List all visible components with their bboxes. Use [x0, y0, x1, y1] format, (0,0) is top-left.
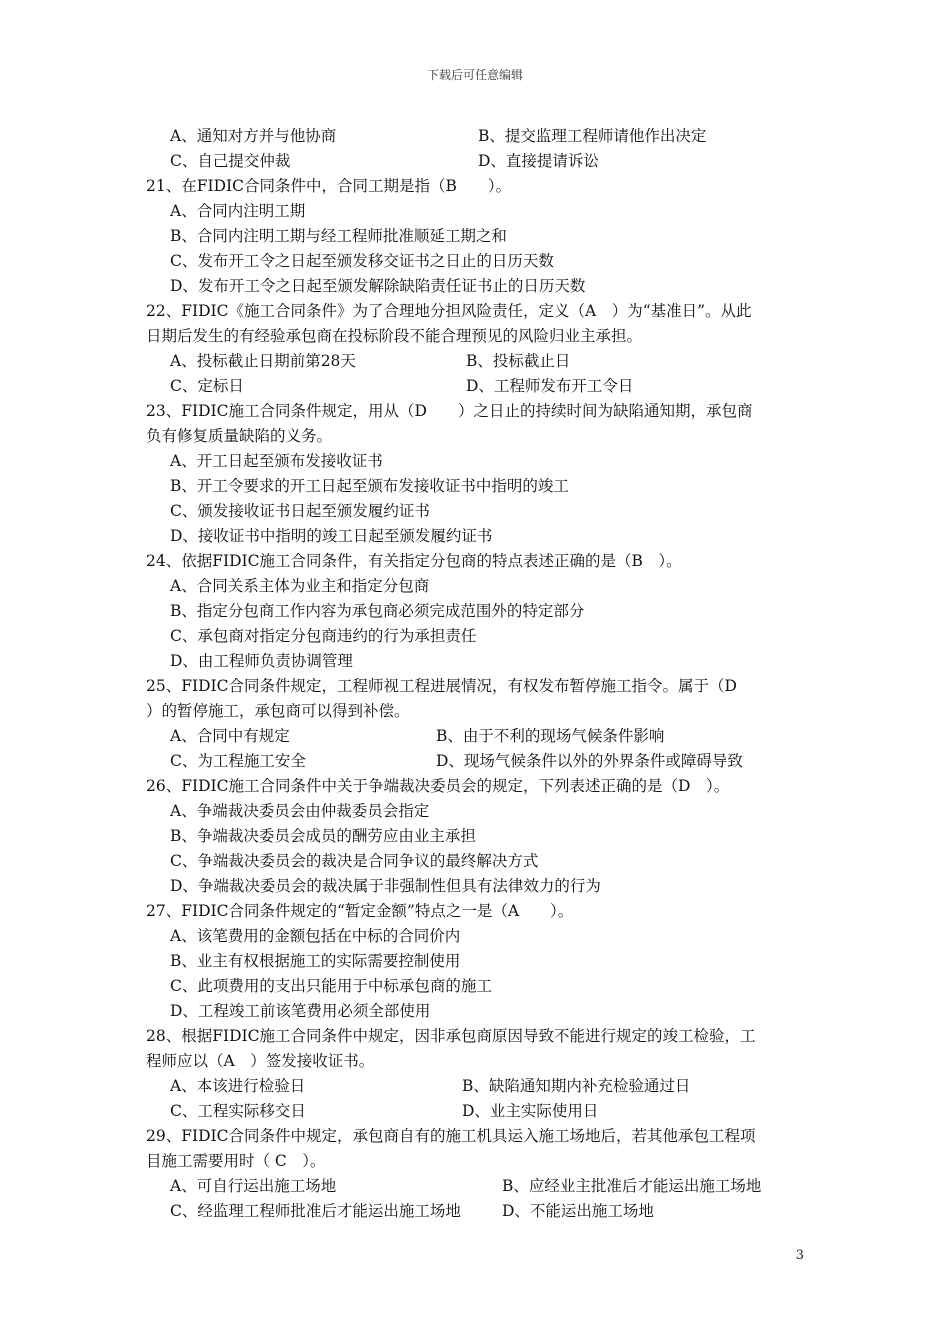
page-header: 下载后可任意编辑 [426, 68, 523, 82]
q26-option-c: C、争端裁决委员会的裁决是合同争议的最终解决方式 [170, 852, 539, 870]
q29-option-d: D、不能运出施工场地 [502, 1202, 654, 1220]
q20-options-row-2 [146, 149, 810, 174]
q28-option-c: C、工程实际移交日 [170, 1102, 306, 1120]
q20-option-b: B、提交监理工程师请他作出决定 [478, 127, 707, 145]
q21-stem: 21、在FIDIC合同条件中，合同工期是指（B ）。 [146, 177, 512, 195]
q29-option-b: B、应经业主批准后才能运出施工场地 [502, 1177, 762, 1195]
q24-option-c: C、承包商对指定分包商违约的行为承担责任 [170, 627, 477, 645]
q28-options-row-1 [146, 1074, 810, 1099]
q22-stem-line-1: 22、FIDIC《施工合同条件》为了合理地分担风险责任，定义（A ）为“基准日”。从此 [146, 302, 752, 320]
q23-option-c: C、颁发接收证书日起至颁发履约证书 [170, 502, 430, 520]
q28-option-d: D、业主实际使用日 [462, 1102, 599, 1120]
q24-option-d: D、由工程师负责协调管理 [170, 652, 353, 670]
q22-stem-line-2: 日期后发生的有经验承包商在投标阶段不能合理预见的风险归业主承担。 [146, 327, 643, 345]
document-body [146, 124, 810, 1224]
q25-option-d: D、现场气候条件以外的外界条件或障碍导致 [436, 752, 743, 770]
q27-option-b: B、业主有权根据施工的实际需要控制使用 [170, 952, 461, 970]
q25-option-c: C、为工程施工安全 [170, 752, 306, 770]
q27-option-a: A、该笔费用的金额包括在中标的合同价内 [170, 927, 461, 945]
q25-stem-line-1: 25、FIDIC合同条件规定，工程师视工程进展情况，有权发布暂停施工指令。属于（D [146, 677, 737, 695]
q22-option-b: B、投标截止日 [466, 352, 571, 370]
q22-option-d: D、工程师发布开工令日 [466, 377, 634, 395]
q26-option-d: D、争端裁决委员会的裁决属于非强制性但具有法律效力的行为 [170, 877, 601, 895]
q28-stem-line-2: 程师应以（A ）签发接收证书。 [146, 1052, 375, 1070]
q20-option-a: A、通知对方并与他协商 [170, 127, 337, 145]
q29-options-row-1 [146, 1174, 810, 1199]
q27-option-d: D、工程竣工前该笔费用必须全部使用 [170, 1002, 431, 1020]
q23-option-d: D、接收证书中指明的竣工日起至颁发履约证书 [170, 527, 493, 545]
q25-option-b: B、由于不利的现场气候条件影响 [436, 727, 665, 745]
q23-stem-line-2: 负有修复质量缺陷的义务。 [146, 427, 333, 445]
q22-options-row-1 [146, 349, 810, 374]
q29-option-a: A、可自行运出施工场地 [170, 1177, 337, 1195]
q23-option-b: B、开工令要求的开工日起至颁布发接收证书中指明的竣工 [170, 477, 569, 495]
q28-stem-line-1: 28、根据FIDIC施工合同条件中规定，因非承包商原因导致不能进行规定的竣工检验，工 [146, 1027, 756, 1045]
q21-option-c: C、发布开工令之日起至颁发移交证书之日止的日历天数 [170, 252, 554, 270]
q25-options-row-2 [146, 749, 810, 774]
q24-option-a: A、合同关系主体为业主和指定分包商 [170, 577, 430, 595]
page-number: 3 [795, 1248, 804, 1263]
q23-stem-line-1: 23、FIDIC施工合同条件规定，用从（D ）之日止的持续时间为缺陷通知期，承包商 [146, 402, 753, 420]
q28-options-row-2 [146, 1099, 810, 1124]
q23-option-a: A、开工日起至颁布发接收证书 [170, 452, 383, 470]
q25-option-a: A、合同中有规定 [170, 727, 290, 745]
q29-stem-line-2: 目施工需要用时（ C ）。 [146, 1152, 326, 1170]
q29-stem-line-1: 29、FIDIC合同条件中规定，承包商自有的施工机具运入施工场地后，若其他承包工程项 [146, 1127, 756, 1145]
q26-stem: 26、FIDIC施工合同条件中关于争端裁决委员会的规定，下列表述正确的是（D ）。 [146, 777, 730, 795]
q21-option-b: B、合同内注明工期与经工程师批准顺延工期之和 [170, 227, 507, 245]
q29-option-c: C、经监理工程师批准后才能运出施工场地 [170, 1202, 461, 1220]
q27-stem: 27、FIDIC合同条件规定的“暂定金额”特点之一是（A ）。 [146, 902, 574, 920]
q24-option-b: B、指定分包商工作内容为承包商必须完成范围外的特定部分 [170, 602, 585, 620]
q22-options-row-2 [146, 374, 810, 399]
q22-option-c: C、定标日 [170, 377, 244, 395]
q20-option-d: D、直接提请诉讼 [478, 152, 599, 170]
q20-options-row-1 [146, 124, 810, 149]
q28-option-b: B、缺陷通知期内补充检验通过日 [462, 1077, 691, 1095]
q22-option-a: A、投标截止日期前第28天 [170, 352, 356, 370]
q25-stem-line-2: ）的暂停施工，承包商可以得到补偿。 [146, 702, 410, 720]
q20-option-c: C、自己提交仲裁 [170, 152, 291, 170]
q25-options-row-1 [146, 724, 810, 749]
q29-options-row-2 [146, 1199, 810, 1224]
q26-option-a: A、争端裁决委员会由仲裁委员会指定 [170, 802, 430, 820]
q21-option-a: A、合同内注明工期 [170, 202, 306, 220]
q24-stem: 24、依据FIDIC施工合同条件，有关指定分包商的特点表述正确的是（B ）。 [146, 552, 682, 570]
q21-option-d: D、发布开工令之日起至颁发解除缺陷责任证书止的日历天数 [170, 277, 586, 295]
q26-option-b: B、争端裁决委员会成员的酬劳应由业主承担 [170, 827, 476, 845]
q28-option-a: A、本该进行检验日 [170, 1077, 306, 1095]
q27-option-c: C、此项费用的支出只能用于中标承包商的施工 [170, 977, 492, 995]
